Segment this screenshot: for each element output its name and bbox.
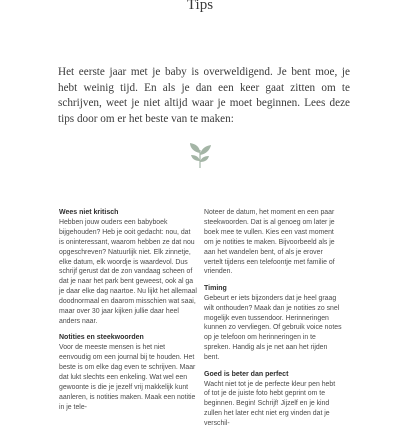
section-heading: Goed is beter dan perfect xyxy=(204,370,289,378)
section-body: Wacht niet tot je de perfecte kleur pen hebt of tot je de juiste foto hebt geprint om te beginnen. Begin! Schrijf! Jijzelf en je kind zullen het later echt niet erg vinden dat je verschil- xyxy=(204,380,336,428)
section-heading: Notities en steekwoorden xyxy=(59,334,144,342)
intro-paragraph: Het eerste jaar met je baby is overweldigend. Je bent moe, je hebt weinig tijd. En als je dan een keer gaat zitten om te schrijven, weet je niet altijd waar je moet beginnen. Lees deze tips door om er het beste van te maken: xyxy=(58,66,350,125)
section-body: Hebben jouw ouders een babyboek bijgehouden? Heb je ooit gedacht: nou, dat is oninteressant, waarom hebben ze dat nou opgeschreven? Natuurlijk niet. Elk zinnetje, elke datum, elk woordje is waardevol. Dus schrijf gerust dat de zon vandaag scheen of dat je naar het park bent geweest, ook al ga je daar elke dag naartoe. Nu lijkt het allemaal doodnormaal en daarom misschien wat saai, maar over 30 jaar kijken jullie daar heel anders naar. xyxy=(59,218,197,325)
left-column xyxy=(59,208,197,419)
section-heading: Wees niet kritisch xyxy=(59,209,119,216)
section-body: Voor de meeste mensen is het niet eenvoudig om een journal bij te houden. Het beste is om elke dag even te schrijven. Maar dat lukt slechts een enkeling. Wat wel een gewoonte is die je jezelf vrij makkelijk kunt aanleren, is notities maken. Maak een notitie in je tele- xyxy=(59,344,196,411)
leaf-sprig-icon xyxy=(186,141,214,169)
right-column xyxy=(204,208,342,436)
page-title: Tips xyxy=(186,0,214,13)
section-body: Gebeurt er iets bijzonders dat je heel graag wilt onthouden? Maak dan je notities zo snel mogelijk even tussendoor. Herinneringen kunnen zo vervliegen. Of gebruik voice notes op je telefoon om herinneringen in te spreken. Handig als je net aan het rijden bent. xyxy=(204,294,342,362)
section-body: Noteer de datum, het moment en een paar steekwoorden. Dat is al genoeg om later je boek mee te vullen. Kies een vast moment om je notities te maken. Bijvoorbeeld als je aan het wandelen bent, of als je erover vertelt tijdens een telefoontje met familie of vrienden. xyxy=(204,209,335,276)
section-heading: Timing xyxy=(204,284,227,292)
